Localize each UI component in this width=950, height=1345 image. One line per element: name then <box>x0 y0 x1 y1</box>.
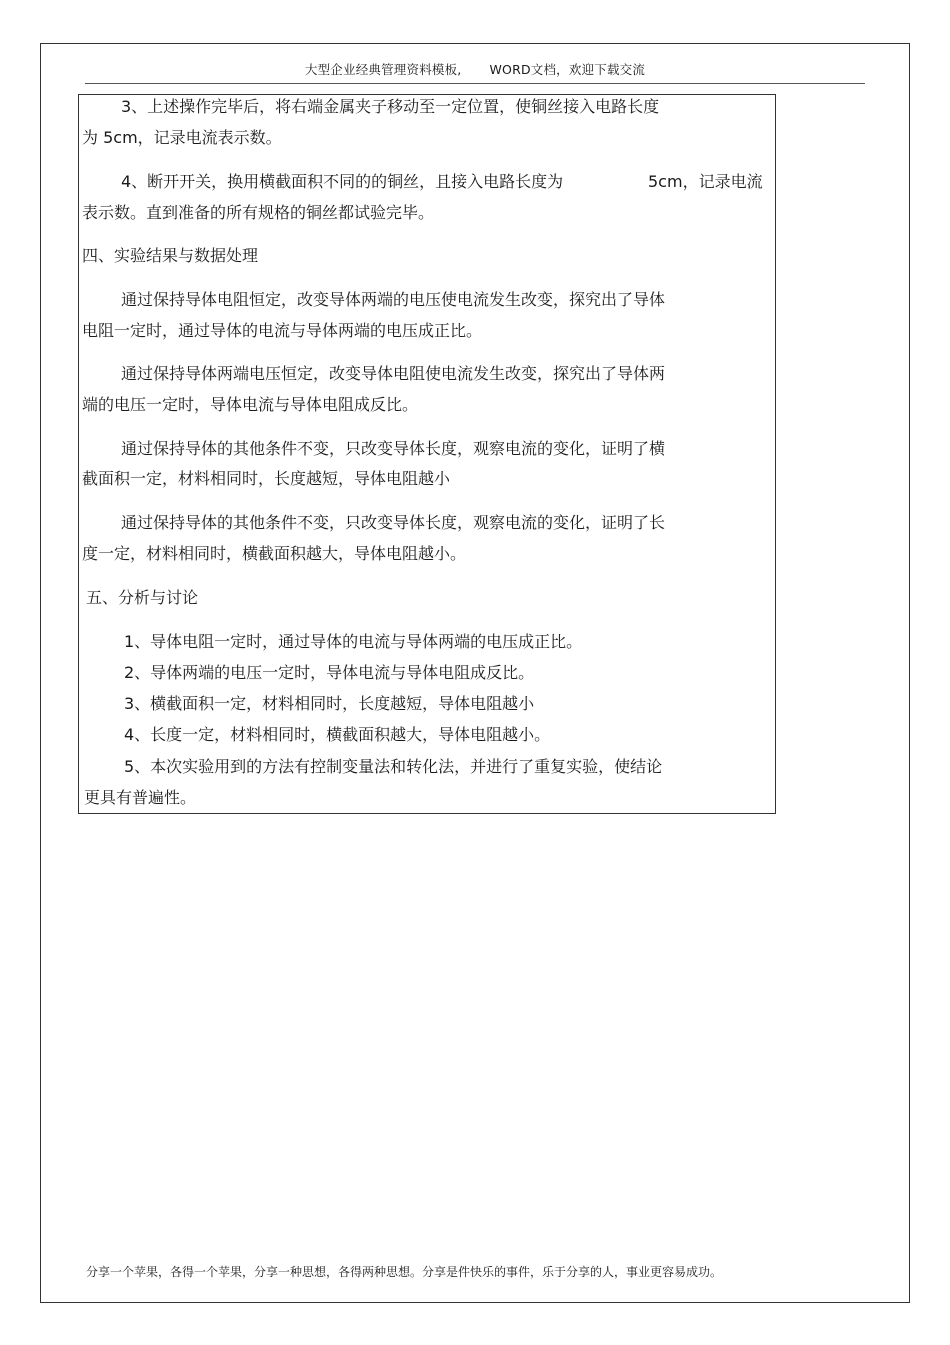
result1-line2: 电阻一定时，通过导体的电流与导体两端的电压成正比。 <box>82 321 483 340</box>
discussion-item-5: 5、本次实验用到的方法有控制变量法和转化法，并进行了重复实验，使结论 <box>124 757 663 776</box>
result2-line1: 通过保持导体两端电压恒定，改变导体电阻使电流发生改变，探究出了导体两 <box>121 364 666 383</box>
page-header <box>0 60 950 78</box>
header-left-text: 大型企业经典管理资料模板, <box>304 62 462 77</box>
step4-line1b: 5cm，记录电流 <box>648 172 763 191</box>
discussion-item-4: 4、长度一定，材料相同时，横截面积越大，导体电阻越小。 <box>124 725 551 744</box>
step4-line2: 表示数。直到准备的所有规格的铜丝都试验完毕。 <box>82 203 435 222</box>
result1-line1: 通过保持导体电阻恒定，改变导体两端的电压使电流发生改变，探究出了导体 <box>121 290 666 309</box>
result3-line1: 通过保持导体的其他条件不变，只改变导体长度，观察电流的变化，证明了横 <box>121 439 666 458</box>
result4-line2: 度一定，材料相同时，横截面积越大，导体电阻越小。 <box>82 544 467 563</box>
result4-line1: 通过保持导体的其他条件不变，只改变导体长度，观察电流的变化，证明了长 <box>121 513 666 532</box>
discussion-tail: 更具有普遍性。 <box>84 788 197 807</box>
step3-line2: 为 5cm，记录电流表示数。 <box>82 128 282 147</box>
result2-line2: 端的电压一定时，导体电流与导体电阻成反比。 <box>82 395 419 414</box>
discussion-item-3: 3、横截面积一定，材料相同时，长度越短，导体电阻越小 <box>124 694 535 713</box>
step3-line1: 3、上述操作完毕后，将右端金属夹子移动至一定位置，使铜丝接入电路长度 <box>121 97 660 116</box>
header-right-text: WORD文档，欢迎下载交流 <box>489 62 646 77</box>
result3-line2: 截面积一定，材料相同时，长度越短，导体电阻越小 <box>82 469 451 488</box>
section4-title: 四、实验结果与数据处理 <box>82 246 259 265</box>
section5-title: 五、分析与讨论 <box>86 588 199 607</box>
step4-line1a: 4、断开开关，换用横截面积不同的的铜丝，且接入电路长度为 <box>121 172 564 191</box>
discussion-item-1: 1、导体电阻一定时，通过导体的电流与导体两端的电压成正比。 <box>124 632 583 651</box>
discussion-item-2: 2、导体两端的电压一定时，导体电流与导体电阻成反比。 <box>124 663 535 682</box>
page-footer: 分享一个苹果，各得一个苹果，分享一种思想，各得两种思想。分享是件快乐的事件，乐于分享的人，事业更容易成功。 <box>86 1265 723 1279</box>
header-divider <box>85 83 865 84</box>
